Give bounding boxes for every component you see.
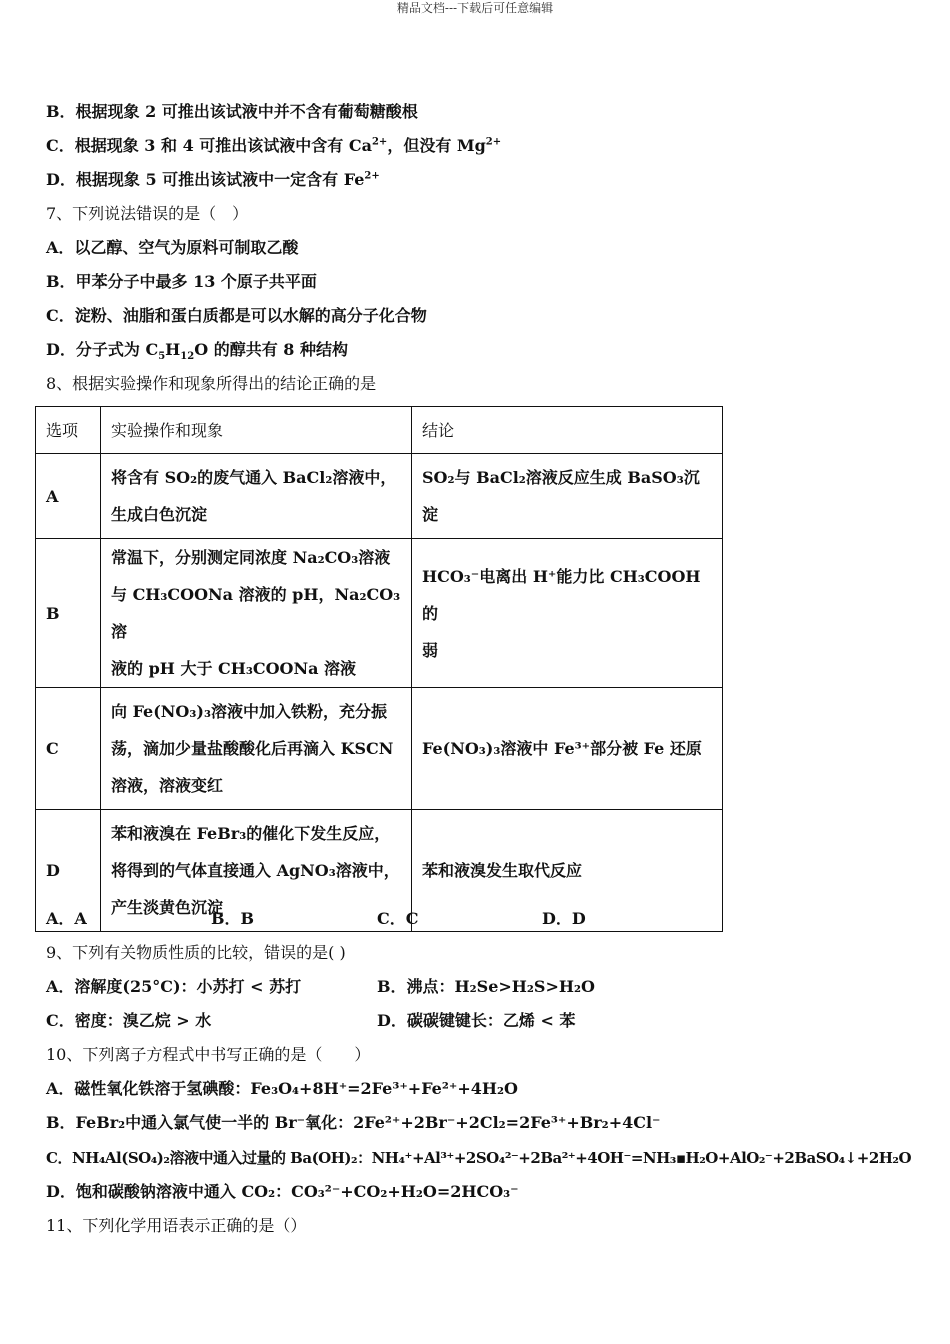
q8-row-b-op-line3: 液的 pH 大于 CH₃COONa 溶液 bbox=[111, 659, 357, 678]
q6-c-text: C．根据现象 3 和 4 可推出该试液中含有 Ca bbox=[46, 136, 372, 155]
q10-option-d: D．饱和碳酸钠溶液中通入 CO₂：CO₃²⁻+CO₂+H₂O=2HCO₃⁻ bbox=[46, 1182, 519, 1201]
q7-d-sub2: 12 bbox=[180, 351, 195, 363]
q8-header-operation: 实验操作和现象 bbox=[101, 407, 412, 454]
q10-option-b: B．FeBr₂中通入氯气使一半的 Br⁻氧化：2Fe²⁺+2Br⁻+2Cl₂=2Fe³⁺+Br₂+4Cl⁻ bbox=[46, 1113, 661, 1132]
q7-option-d bbox=[46, 339, 348, 361]
q8-row-c-op-line2: 荡，滴加少量盐酸酸化后再滴入 KSCN bbox=[111, 739, 394, 758]
q7-d-sub1: 5 bbox=[158, 351, 166, 363]
q8-stem: 8、根据实验操作和现象所得出的结论正确的是 bbox=[46, 374, 377, 393]
q6-c-charge2: 2+ bbox=[485, 136, 502, 148]
q8-table bbox=[35, 406, 723, 932]
q8-row-c bbox=[36, 688, 723, 810]
q6-d-charge: 2+ bbox=[364, 170, 380, 182]
q8-row-a-op-line1: 将含有 SO₂的废气通入 BaCl₂溶液中， bbox=[111, 468, 397, 487]
q10-option-c: C．NH₄Al(SO₄)₂溶液中通入过量的 Ba(OH)₂：NH₄⁺+Al³⁺+2SO₄²⁻+2Ba²⁺+4OH⁻=NH₃▪H₂O+AlO₂⁻+2BaSO₄↓+2H₂O bbox=[46, 1149, 912, 1167]
q7-d-pre: D．分子式为 C bbox=[46, 340, 159, 359]
q8-row-c-op-line3: 溶液，溶液变红 bbox=[111, 776, 224, 795]
q7-d-h: H bbox=[165, 340, 181, 359]
q8-option-d: D．D bbox=[542, 909, 586, 928]
q8-row-a-conclusion bbox=[412, 454, 723, 539]
q8-row-c-concl-line1: Fe(NO₃)₃溶液中 Fe³⁺部分被 Fe 还原 bbox=[422, 739, 702, 758]
q8-row-b-label: B bbox=[36, 539, 101, 688]
q9-stem: 9、下列有关物质性质的比较，错误的是( ) bbox=[46, 943, 346, 962]
q7-option-c: C．淀粉、油脂和蛋白质都是可以水解的高分子化合物 bbox=[46, 306, 427, 325]
q8-option-a: A．A bbox=[46, 909, 87, 928]
q6-option-d bbox=[46, 169, 380, 191]
q8-row-b-operation bbox=[101, 539, 412, 688]
q8-row-a-operation bbox=[101, 454, 412, 539]
q7-option-b: B．甲苯分子中最多 13 个原子共平面 bbox=[46, 272, 317, 291]
q6-option-c bbox=[46, 135, 501, 157]
q8-row-b-concl-line2: 弱 bbox=[422, 640, 439, 660]
q8-row-a-label: A bbox=[36, 454, 101, 539]
q8-row-b bbox=[36, 539, 723, 688]
q8-row-d-op-line1: 苯和液溴在 FeBr₃的催化下发生反应， bbox=[111, 824, 391, 843]
q6-d-text: D．根据现象 5 可推出该试液中一定含有 Fe bbox=[46, 170, 365, 189]
q6-option-b: B．根据现象 2 可推出该试液中并不含有葡萄糖酸根 bbox=[46, 102, 418, 121]
q8-row-b-op-line1: 常温下，分别测定同浓度 Na₂CO₃溶液 bbox=[111, 548, 391, 567]
q8-header-row bbox=[36, 407, 723, 454]
q8-row-a-op-line2: 生成白色沉淀 bbox=[111, 505, 208, 524]
q8-row-a bbox=[36, 454, 723, 539]
q8-row-c-conclusion bbox=[412, 688, 723, 810]
q8-row-c-label: C bbox=[36, 688, 101, 810]
q8-row-d-op-line3: 产生淡黄色沉淀 bbox=[111, 898, 224, 917]
q8-header-option: 选项 bbox=[36, 407, 101, 454]
q10-option-a: A．磁性氧化铁溶于氢碘酸：Fe₃O₄+8H⁺=2Fe³⁺+Fe²⁺+4H₂O bbox=[46, 1079, 518, 1098]
q8-row-d-operation bbox=[101, 810, 412, 932]
q10-stem: 10、下列离子方程式中书写正确的是（ ） bbox=[46, 1045, 371, 1064]
q7-option-a: A．以乙醇、空气为原料可制取乙酸 bbox=[46, 238, 299, 257]
q6-c-charge1: 2+ bbox=[371, 136, 388, 148]
q6-c-mid: ，但没有 Mg bbox=[387, 136, 486, 155]
q8-row-b-op-line2: 与 CH₃COONa 溶液的 pH，Na₂CO₃溶 bbox=[111, 585, 401, 641]
page-header: 精品文档---下载后可任意编辑 bbox=[396, 1, 554, 15]
q8-row-d-label: D bbox=[36, 810, 101, 932]
q8-option-b: B．B bbox=[211, 909, 255, 928]
q11-stem: 11、下列化学用语表示正确的是（） bbox=[46, 1216, 307, 1235]
q8-row-c-op-line1: 向 Fe(NO₃)₃溶液中加入铁粉，充分振 bbox=[111, 702, 387, 721]
q8-header-conclusion: 结论 bbox=[412, 407, 723, 454]
q7-stem: 7、下列说法错误的是（ ） bbox=[46, 204, 249, 223]
q8-row-b-concl-line1: HCO₃⁻电离出 H⁺能力比 CH₃COOH 的 bbox=[422, 566, 701, 623]
q8-row-a-concl-line1: SO₂与 BaCl₂溶液反应生成 BaSO₃沉淀 bbox=[422, 468, 700, 524]
q8-row-b-conclusion bbox=[412, 539, 723, 688]
q9-option-d: D．碳碳键键长：乙烯 < 苯 bbox=[377, 1011, 576, 1030]
q8-row-d-op-line2: 将得到的气体直接通入 AgNO₃溶液中， bbox=[111, 861, 400, 880]
q9-option-c: C．密度：溴乙烷 > 水 bbox=[46, 1011, 212, 1030]
q9-option-b: B．沸点：H₂Se>H₂S>H₂O bbox=[377, 977, 595, 996]
q8-row-d-concl-line1: 苯和液溴发生取代反应 bbox=[422, 861, 583, 880]
q9-option-a: A．溶解度(25°C)：小苏打 < 苏打 bbox=[46, 977, 302, 996]
q7-d-post: O 的醇共有 8 种结构 bbox=[194, 340, 348, 359]
q8-option-c: C．C bbox=[377, 909, 419, 928]
q8-row-c-operation bbox=[101, 688, 412, 810]
